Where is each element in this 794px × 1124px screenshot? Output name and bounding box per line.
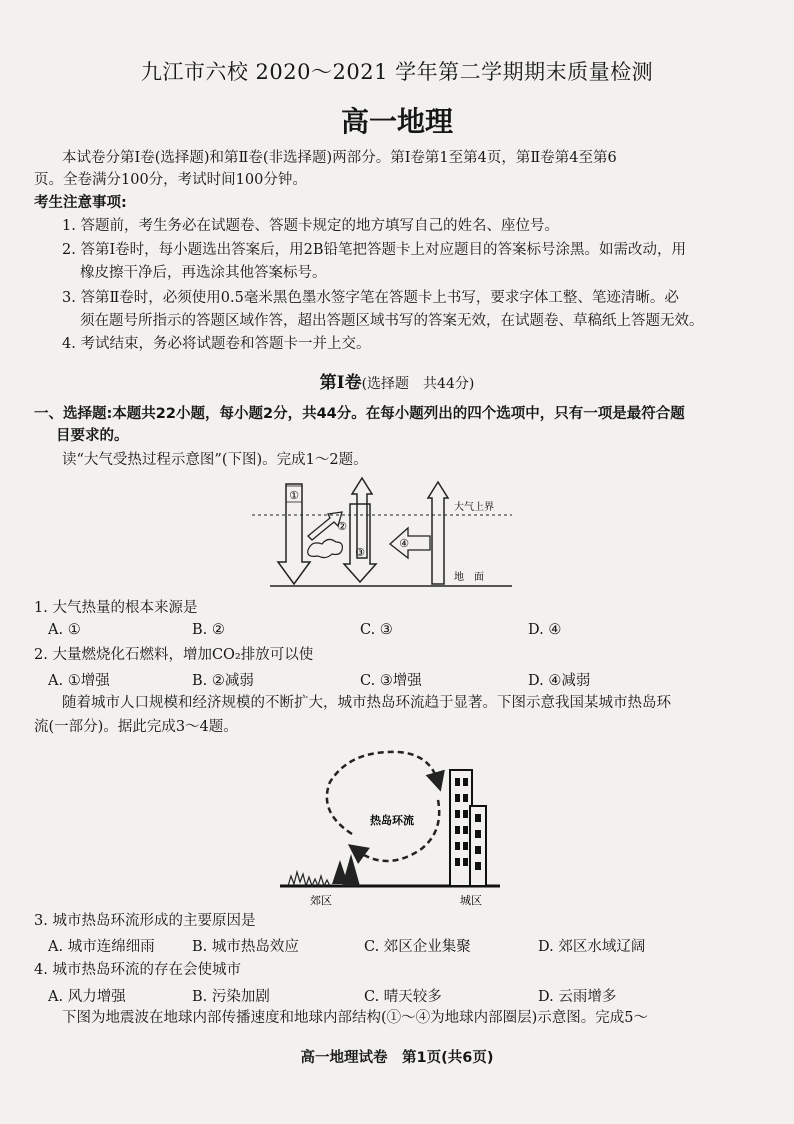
arrow-4-label: ④: [399, 537, 409, 550]
passage-3-line-1: 下图为地震波在地球内部传播速度和地球内部结构(①～④为地球内部圈层)示意图。完成5～: [62, 1010, 649, 1026]
radiation-arrow-3: [344, 504, 376, 582]
outgoing-arrow: [428, 482, 448, 584]
atmosphere-heating-diagram: [250, 474, 520, 594]
circulation-arrow-lower: [356, 800, 439, 861]
q2-option-c: C. ③增强: [360, 673, 422, 689]
notice-item-2: 2. 答第Ⅰ卷时，每小题选出答案后，用2B铅笔把答题卡上对应题目的答案标号涂黑。如需改动，用: [62, 242, 687, 258]
q2-option-b: B. ②减弱: [192, 673, 254, 689]
q1-option-b: B. ②: [192, 622, 225, 638]
heat-island-label: 热岛环流: [370, 814, 414, 827]
notice-item-4: 4. 考试结束，务必将试题卷和答题卡一并上交。: [62, 336, 371, 352]
q1-option-c: C. ③: [360, 622, 393, 638]
atmosphere-top-label: 大气上界: [454, 502, 494, 513]
q4-stem: 4. 城市热岛环流的存在会使城市: [34, 962, 241, 978]
notice-item-3-cont: 须在题号所指示的答题区域作答，超出答题区域书写的答案无效，在试题卷、草稿纸上答题无效。: [80, 313, 704, 329]
section-1-sub: (选择题 共44分): [361, 376, 475, 392]
q1-option-d: D. ④: [528, 622, 562, 638]
q2-stem: 2. 大量燃烧化石燃料，增加CO₂排放可以使: [34, 647, 314, 663]
notice-item-3: 3. 答第Ⅱ卷时，必须使用0.5毫米黑色墨水签字笔在答题卡上书写，要求字体工整、笔迹清晰。必: [62, 290, 679, 306]
suburb-label: 郊区: [310, 894, 332, 907]
arrow-3-label: ③: [355, 546, 365, 559]
section-1-title: 第Ⅰ卷: [319, 373, 362, 393]
notice-heading: 考生注意事项:: [34, 195, 127, 211]
q1-stem: 1. 大气热量的根本来源是: [34, 600, 198, 616]
q3-option-d: D. 郊区水域辽阔: [538, 939, 646, 955]
q2-option-d: D. ④减弱: [528, 673, 591, 689]
grass-icon: [288, 872, 330, 886]
passage-2-line-2: 流(一部分)。据此完成3～4题。: [34, 719, 238, 735]
intro-line-1: 本试卷分第Ⅰ卷(选择题)和第Ⅱ卷(非选择题)两部分。第Ⅰ卷第1至第4页，第Ⅱ卷第4至第6: [62, 150, 617, 166]
part1-instructions-1: 一、选择题:本题共22小题，每小题2分，共44分。在每小题列出的四个选项中，只有一项是最符合题: [34, 406, 685, 422]
q4-option-b: B. 污染加剧: [192, 989, 270, 1005]
q3-option-a: A. 城市连绵细雨: [48, 939, 155, 955]
city-label: 城区: [460, 894, 482, 907]
radiation-arrow-4: [390, 528, 430, 558]
part1-instructions-2: 目要求的。: [56, 428, 129, 444]
subject-title: 高一地理: [340, 105, 453, 138]
exam-title: 九江市六校 2020～2021 学年第二学期期末质量检测: [140, 60, 654, 84]
notice-item-1: 1. 答题前，考生务必在试题卷、答题卡规定的地方填写自己的姓名、座位号。: [62, 218, 559, 234]
passage-2-line-1: 随着城市人口规模和经济规模的不断扩大，城市热岛环流趋于显著。下图示意我国某城市热岛环: [62, 695, 671, 711]
heat-island-diagram: [280, 742, 510, 912]
q4-option-a: A. 风力增强: [48, 989, 126, 1005]
section-1-heading: [0, 368, 794, 393]
q1-option-a: A. ①: [48, 622, 81, 638]
q3-option-b: B. 城市热岛效应: [192, 939, 299, 955]
q3-stem: 3. 城市热岛环流形成的主要原因是: [34, 913, 256, 929]
ground-label: 地 面: [454, 572, 484, 583]
page-footer: 高一地理试卷 第1页(共6页): [300, 1050, 494, 1066]
building-tall: [450, 770, 472, 886]
arrow-2-label: ②: [337, 520, 347, 533]
notice-item-2-cont: 橡皮擦干净后，再选涂其他答案标号。: [80, 265, 327, 281]
arrow-1-label: ①: [289, 489, 299, 502]
q4-option-c: C. 晴天较多: [364, 989, 442, 1005]
q4-option-d: D. 云雨增多: [538, 989, 617, 1005]
read-prompt-1: 读“大气受热过程示意图”(下图)。完成1～2题。: [62, 452, 368, 468]
q3-option-c: C. 郊区企业集聚: [364, 939, 471, 955]
intro-line-2: 页。全卷满分100分，考试时间100分钟。: [34, 172, 307, 188]
q2-option-a: A. ①增强: [48, 673, 110, 689]
tree-icon-2: [342, 854, 360, 886]
cloud-icon: [308, 539, 343, 557]
